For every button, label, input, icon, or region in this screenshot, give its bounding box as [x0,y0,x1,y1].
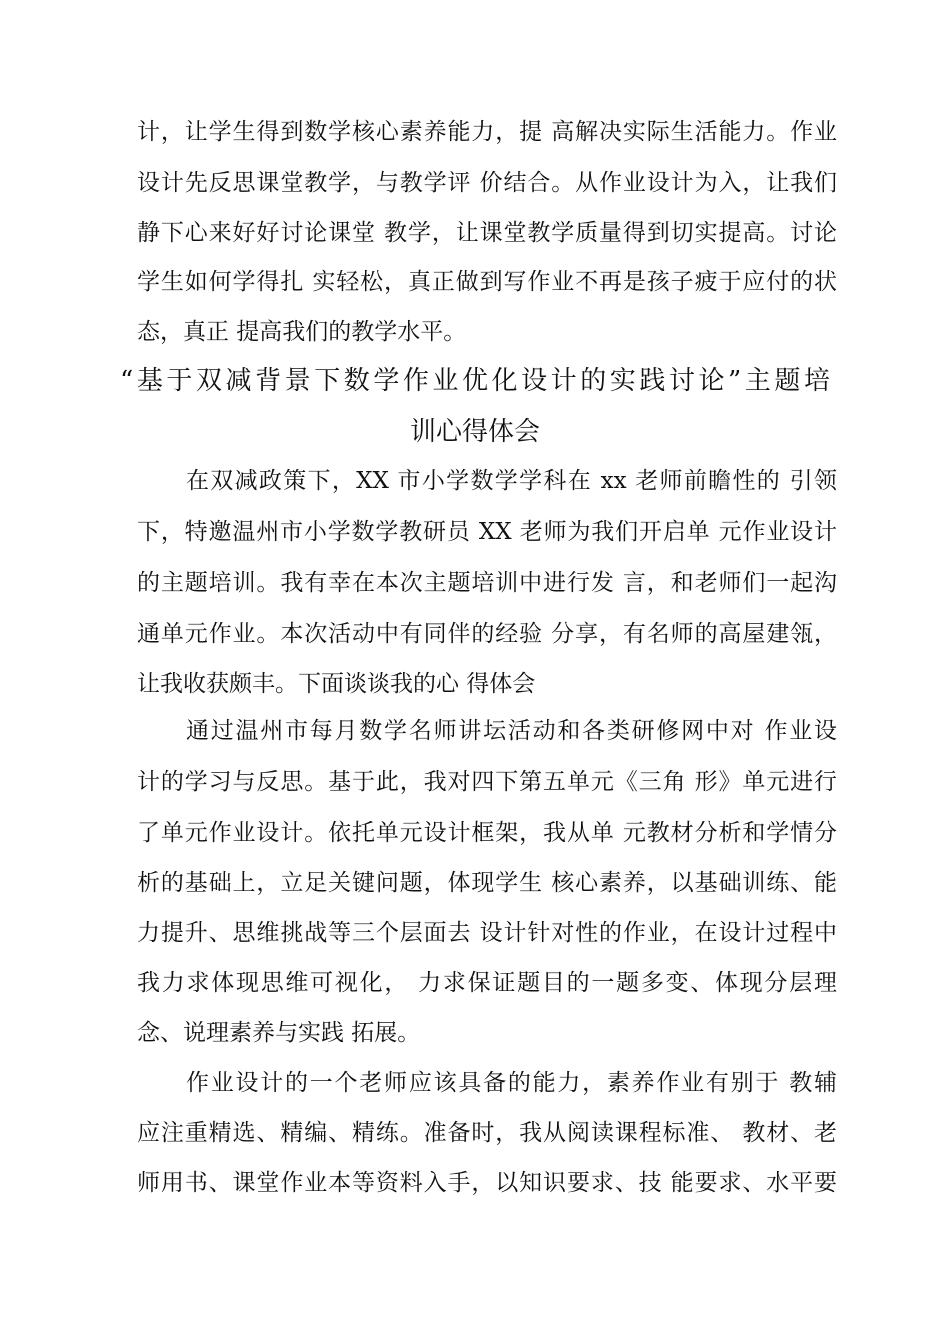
intro-line-5: 态，真正 提高我们的教学水平。 [137,319,467,345]
document-title-line-2: 训心得体会 [409,417,540,447]
para2-line-6: 我力求体现思维可视化， 力求保证题目的一题多变、体现分层理 [137,970,837,996]
intro-line-2: 设计先反思课堂教学，与教学评 价结合。从作业设计为入，让我们 [137,170,837,196]
para3-line-1: 作业设计的一个老师应该具备的能力，素养作业有别于 教辅 [186,1070,837,1096]
para2-line-1: 通过温州市每月数学名师讲坛活动和各类研修网中对 作业设 [186,718,837,744]
para1-line-2: 下，特邀温州市小学数学教研员 XX 老师为我们开启单 元作业设计 [137,519,837,545]
para3-line-3: 师用书、课堂作业本等资料入手，以知识要求、技 能要求、水平要 [137,1170,837,1196]
para3-line-2: 应注重精选、精编、精练。准备时，我从阅读课程标准、 教材、老 [137,1120,837,1146]
document-title-line-1: “基于双减背景下数学作业优化设计的实践讨论”主题培 [120,366,830,396]
para2-line-4: 析的基础上，立足关键问题，体现学生 核心素养，以基础训练、能 [137,870,837,896]
para1-line-5: 让我收获颇丰。下面谈谈我的心 得体会 [137,671,536,697]
para1-line-1: 在双减政策下，XX 市小学数学学科在 xx 老师前瞻性的 引领 [186,468,837,494]
intro-line-1: 计，让学生得到数学核心素养能力，提 高解决实际生活能力。作业 [137,119,837,145]
para1-line-3: 的主题培训。我有幸在本次主题培训中进行发 言，和老师们一起沟 [137,570,837,596]
intro-line-4: 学生如何学得扎 实轻松，真正做到写作业不再是孩子疲于应付的状 [137,269,837,295]
para2-line-7: 念、说理素养与实践 拓展。 [137,1020,421,1046]
para2-line-3: 了单元作业设计。依托单元设计框架，我从单 元教材分析和学情分 [137,820,837,846]
para2-line-5: 力提升、思维挑战等三个层面去 设计针对性的作业，在设计过程中 [137,920,837,946]
para2-line-2: 计的学习与反思。基于此，我对四下第五单元《三角 形》单元进行 [137,769,837,795]
intro-line-3: 静下心来好好讨论课堂 教学，让课堂教学质量得到切实提高。讨论 [137,220,837,246]
para1-line-4: 通单元作业。本次活动中有同伴的经验 分享，有名师的高屋建瓴， [137,621,837,647]
